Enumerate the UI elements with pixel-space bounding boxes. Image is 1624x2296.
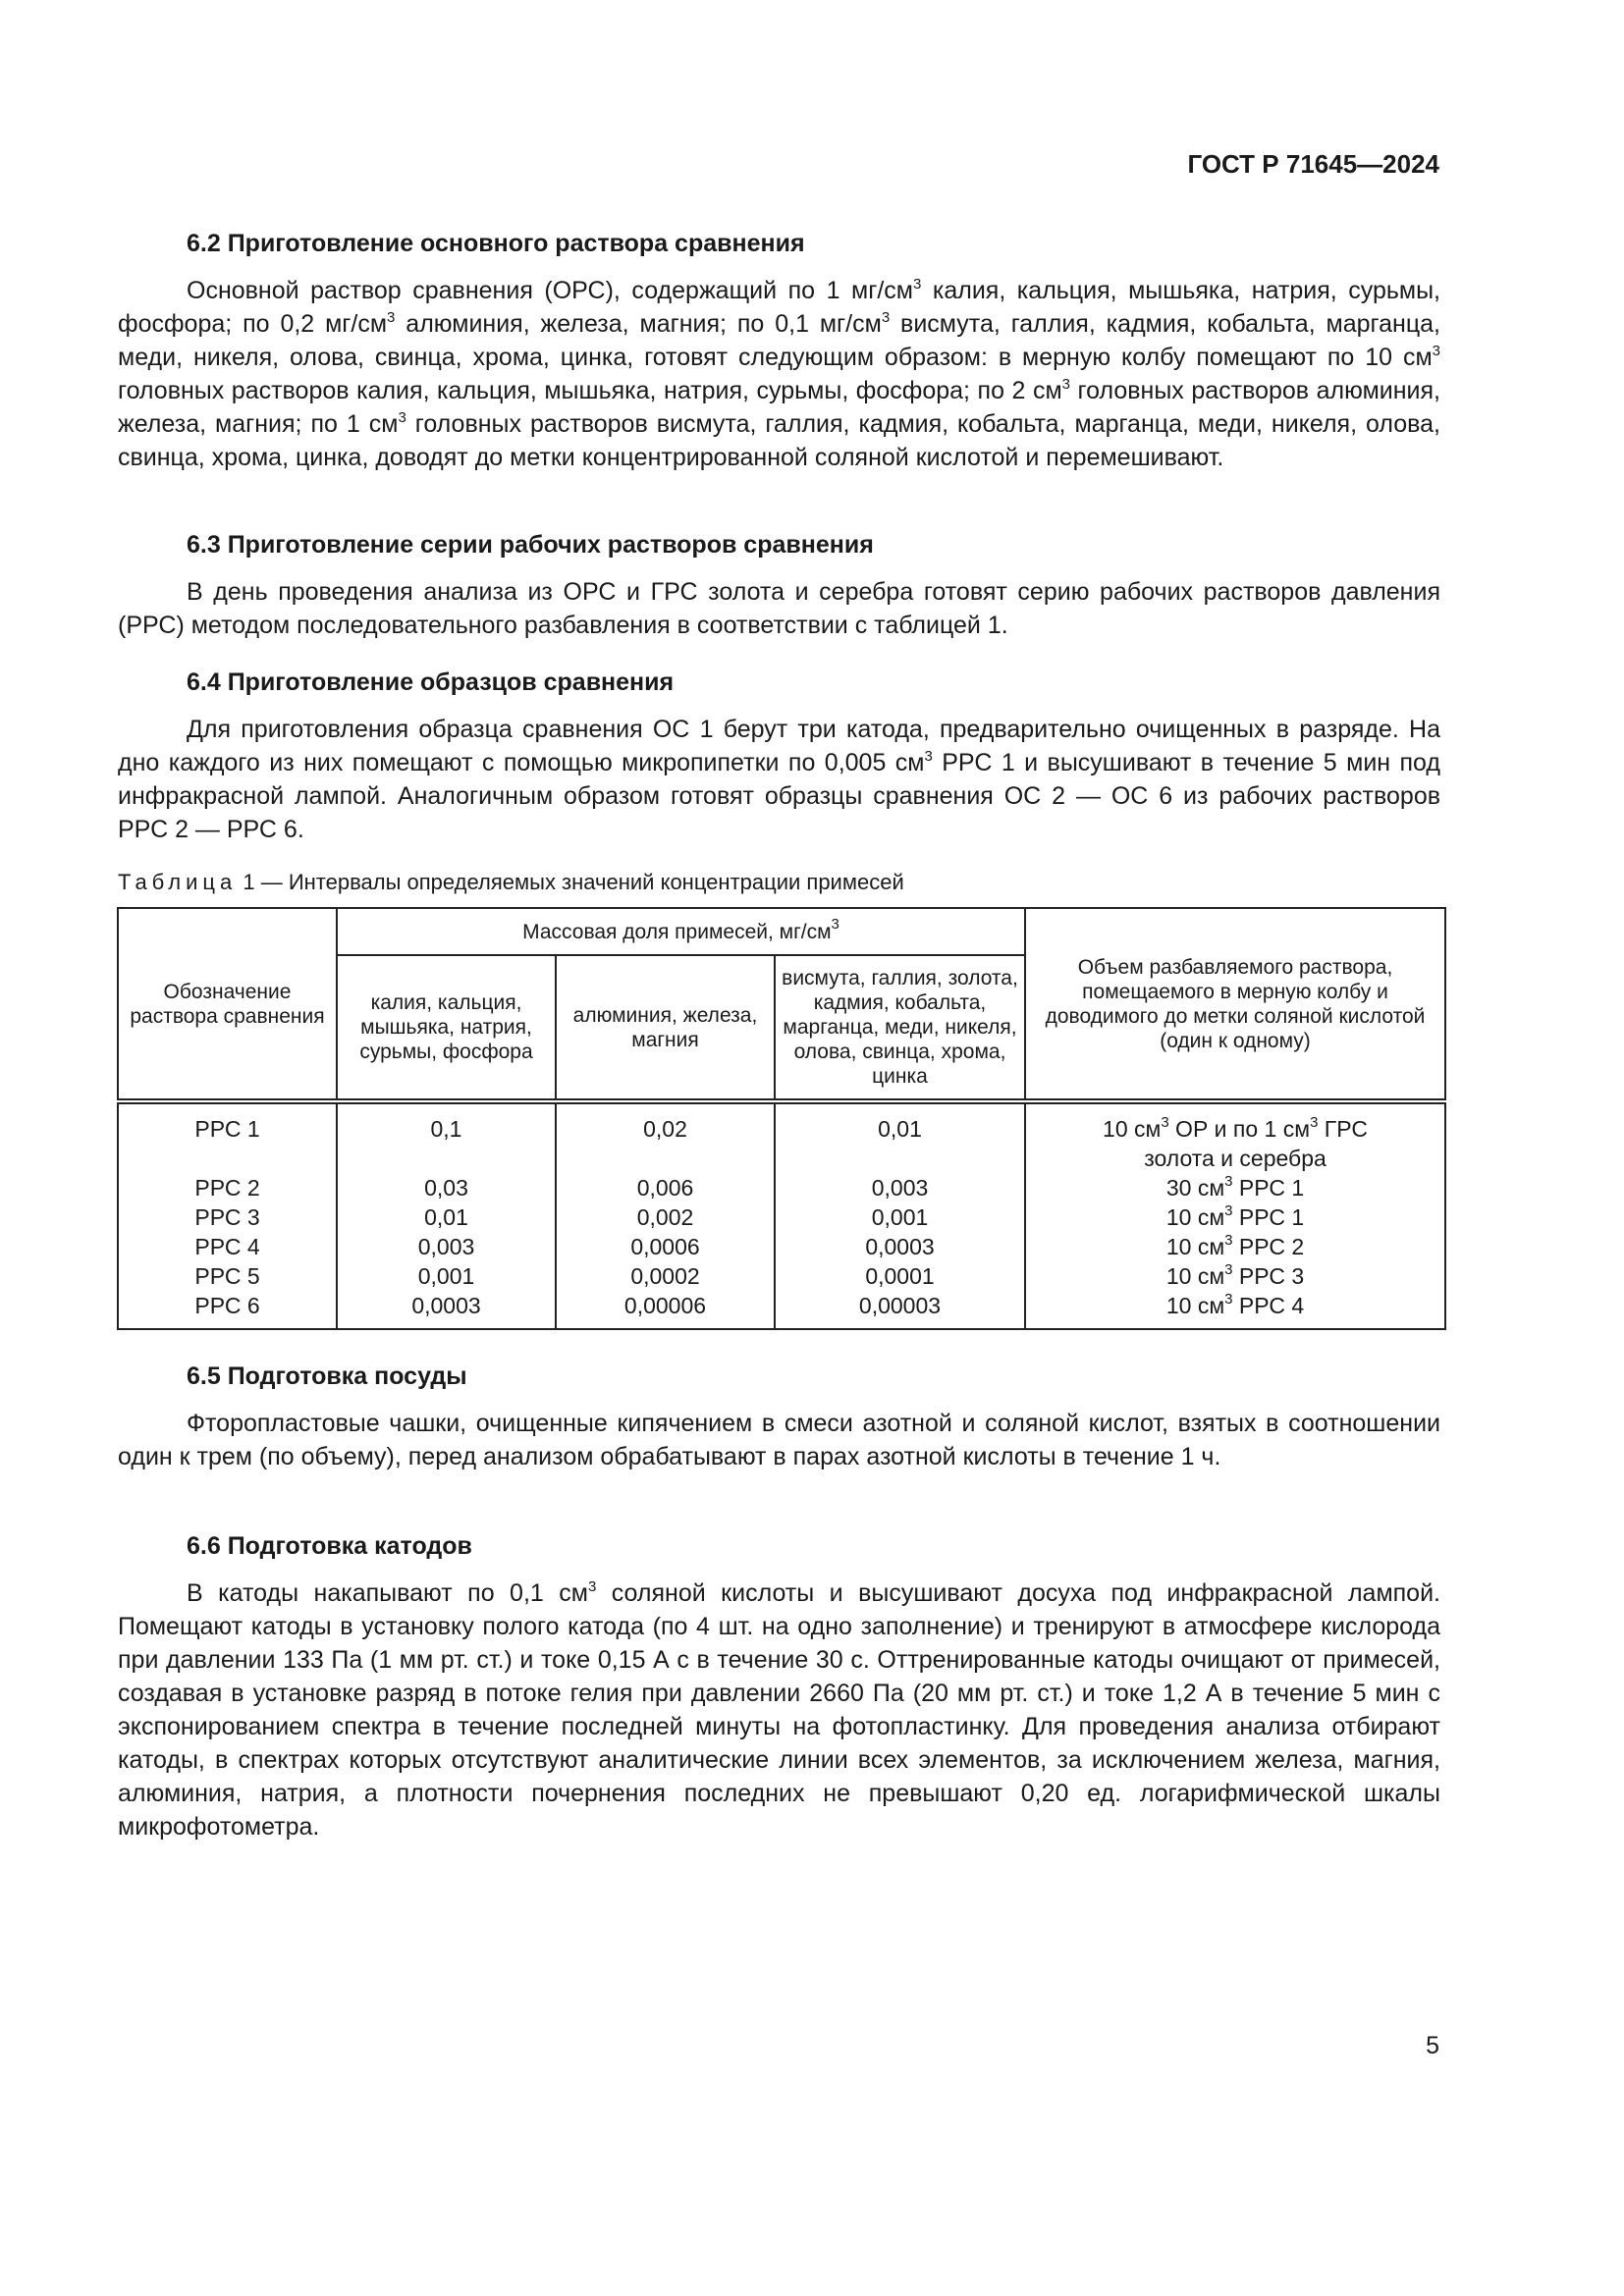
cell-volume (1025, 1173, 1445, 1202)
cell-designation: РРС 3 (118, 1202, 337, 1232)
cell-designation: РРС 5 (118, 1261, 337, 1291)
page-number: 5 (1426, 2032, 1439, 2059)
text-run: 10 см (1165, 1204, 1225, 1230)
cell-designation: РРС 2 (118, 1173, 337, 1202)
document-designation: ГОСТ Р 71645—2024 (1187, 149, 1439, 179)
section-6-6 (118, 1529, 1440, 1843)
cell-value-b: 0,002 (556, 1202, 775, 1232)
text-run: РРС 1 (1232, 1175, 1305, 1201)
cell-value-c: 0,01 (775, 1101, 1025, 1173)
superscript: 3 (881, 309, 891, 326)
section-paragraph (118, 713, 1440, 846)
table-row (118, 1202, 1445, 1232)
cell-value-a: 0,001 (337, 1261, 556, 1291)
section-6-3 (118, 528, 1440, 642)
text-run: В катоды накапывают по 0,1 см (187, 1579, 588, 1607)
cell-value-b: 0,006 (556, 1173, 775, 1202)
cell-value-a: 0,1 (337, 1101, 556, 1173)
superscript: 3 (587, 1578, 597, 1595)
table-row (118, 1291, 1445, 1329)
superscript: 3 (924, 748, 933, 765)
cell-volume (1025, 1291, 1445, 1329)
superscript: 3 (1432, 343, 1440, 359)
superscript: 3 (1224, 1173, 1233, 1190)
text-run: В день проведения анализа из ОРС и ГРС золота и серебра готовят серию рабочих растворов давления (РРС) методом последовательного разбавления в соответствии с таблицей 1. (118, 578, 1440, 639)
header-volume: Объем разбавляемого раствора, помещаемого в мерную колбу и доводимого до метки соляной кислотой (один к одному) (1025, 908, 1445, 1101)
text-run: ОР и по 1 см (1168, 1116, 1311, 1142)
table-caption-label: Таблица (118, 870, 238, 894)
text-run: 10 см (1165, 1263, 1225, 1289)
cell-value-a: 0,0003 (337, 1291, 556, 1329)
text-run: РРС 4 (1232, 1293, 1305, 1318)
cell-designation: РРС 1 (118, 1101, 337, 1173)
cell-value-a: 0,03 (337, 1173, 556, 1202)
table-row (118, 1232, 1445, 1261)
section-6-5 (118, 1360, 1440, 1473)
superscript: 3 (1224, 1202, 1233, 1219)
cell-designation: РРС 6 (118, 1291, 337, 1329)
text-run: Основной раствор сравнения (ОРС), содержащий по 1 мг/см (187, 277, 913, 304)
text-run: 30 см (1165, 1175, 1225, 1201)
text-run: 10 см (1165, 1293, 1225, 1318)
text-run: РРС 1 (1232, 1204, 1305, 1230)
section-paragraph (118, 575, 1440, 642)
table-body (118, 1101, 1445, 1329)
superscript: 3 (912, 276, 922, 293)
superscript: 3 (1061, 376, 1070, 393)
text-run: висмута, галлия, кадмия, кобальта, марганца, меди, никеля, олова, свинца, хрома, цинка, готовят следующим образом: в мерную колбу помещают по 10 см (118, 310, 1440, 371)
cell-value-c: 0,001 (775, 1202, 1025, 1232)
superscript: 3 (1161, 1114, 1169, 1131)
superscript: 3 (831, 915, 839, 933)
cell-volume (1025, 1232, 1445, 1261)
cell-value-b: 0,00006 (556, 1291, 775, 1329)
cell-value-a: 0,01 (337, 1202, 556, 1232)
section-paragraph (118, 1407, 1440, 1473)
text-run: 10 см (1103, 1116, 1162, 1142)
section-heading: 6.3 Приготовление серии рабочих растворов сравнения (187, 531, 874, 559)
header-mass-fraction-text: Массовая доля примесей, мг/см (522, 920, 832, 943)
section-6-4 (118, 666, 1440, 846)
section-6-2 (118, 227, 1440, 474)
text-run: алюминия, железа, магния; по 0,1 мг/см (395, 310, 882, 338)
text-run: Для приготовления образца сравнения ОС 1 берут три катода, предварительно очищенных в разряде. На дно каждого из них помещают с помощью микропипетки по 0,005 см (118, 716, 1440, 776)
text-run: калия, кальция, мышьяка, натрия, сурьмы, фосфора; по 0,2 мг/см (118, 277, 1441, 338)
concentration-table (117, 907, 1446, 1330)
table-row (118, 1261, 1445, 1291)
header-group-b: алюминия, железа, магния (556, 955, 775, 1101)
text-run: РРС 3 (1232, 1263, 1305, 1289)
cell-value-b: 0,02 (556, 1101, 775, 1173)
section-heading: 6.4 Приготовление образцов сравнения (187, 668, 675, 696)
superscript: 3 (1224, 1261, 1233, 1278)
section-paragraph (118, 274, 1440, 474)
section-paragraph (118, 1576, 1440, 1843)
cell-value-a: 0,003 (337, 1232, 556, 1261)
cell-volume (1025, 1202, 1445, 1232)
superscript: 3 (1310, 1114, 1319, 1131)
cell-value-b: 0,0002 (556, 1261, 775, 1291)
text-run: ГРС золота и серебра (1144, 1116, 1368, 1171)
cell-value-c: 0,0001 (775, 1261, 1025, 1291)
text-run: РРС 2 (1232, 1234, 1305, 1259)
cell-value-c: 0,0003 (775, 1232, 1025, 1261)
table-caption (118, 870, 904, 895)
superscript: 3 (387, 309, 396, 326)
cell-value-b: 0,0006 (556, 1232, 775, 1261)
text-run: головных растворов висмута, галлия, кадмия, кобальта, марганца, меди, никеля, олова, свинца, хрома, цинка, доводят до метки концентрированной соляной кислотой и перемешивают. (118, 410, 1440, 471)
text-run: РРС 1 и высушивают в течение 5 мин под инфракрасной лампой. Аналогичным образом готовят образцы сравнения ОС 2 — ОС 6 из рабочих растворов РРС 2 — РРС 6. (118, 749, 1440, 843)
cell-volume (1025, 1261, 1445, 1291)
cell-value-c: 0,00003 (775, 1291, 1025, 1329)
superscript: 3 (1224, 1291, 1233, 1308)
table-row (118, 1101, 1445, 1173)
header-group-c: висмута, галлия, золота, кадмия, кобальта, марганца, меди, никеля, олова, свинца, хрома, цинка (775, 955, 1025, 1101)
table-caption-text: 1 — Интервалы определяемых значений концентрации примесей (237, 870, 904, 894)
superscript: 3 (398, 409, 406, 426)
section-heading: 6.5 Подготовка посуды (187, 1362, 467, 1390)
section-heading: 6.6 Подготовка катодов (187, 1532, 472, 1560)
cell-designation: РРС 4 (118, 1232, 337, 1261)
superscript: 3 (1224, 1232, 1233, 1249)
text-run: Фторопластовые чашки, очищенные кипячением в смеси азотной и соляной кислот, взятых в соотношении один к трем (по объему), перед анализом обрабатывают в парах азотной кислоты в течение 1 ч. (118, 1410, 1440, 1470)
text-run: соляной кислоты и высушивают досуха под инфракрасной лампой. Помещают катоды в установку полого катода (по 4 шт. на одно заполнение) и тренируют в атмосфере кислорода при давлении 133 Па (1 мм рт. ст.) и токе 0,15 А с в течение 30 с. Оттренированные катоды очищают от примесей, создавая в установке разряд в потоке гелия при давлении 2660 Па (20 мм рт. ст.) и токе 1,2 А в течение 5 мин с экспонированием спектра в течение последней минуты на фотопластинку. Для проведения анализа отбирают катоды, в спектрах которых отсутствуют аналитические линии всех элементов, за исключением железа, магния, алюминия, натрия, а плотности почернения последних не превышают 0,20 ед. логарифмической шкалы микрофотометра. (118, 1579, 1440, 1841)
cell-volume (1025, 1101, 1445, 1173)
header-designation: Обозначение раствора сравнения (118, 908, 337, 1101)
text-run: 10 см (1165, 1234, 1225, 1259)
header-group-a: калия, кальция, мышьяка, натрия, сурьмы, фосфора (337, 955, 556, 1101)
cell-value-c: 0,003 (775, 1173, 1025, 1202)
header-mass-fraction (337, 908, 1025, 955)
text-run: головных растворов калия, кальция, мышьяка, натрия, сурьмы, фосфора; по 2 см (118, 377, 1062, 404)
section-heading: 6.2 Приготовление основного раствора сравнения (187, 230, 805, 257)
table-row (118, 1173, 1445, 1202)
text-run: головных растворов алюминия, железа, магния; по 1 см (118, 377, 1440, 438)
